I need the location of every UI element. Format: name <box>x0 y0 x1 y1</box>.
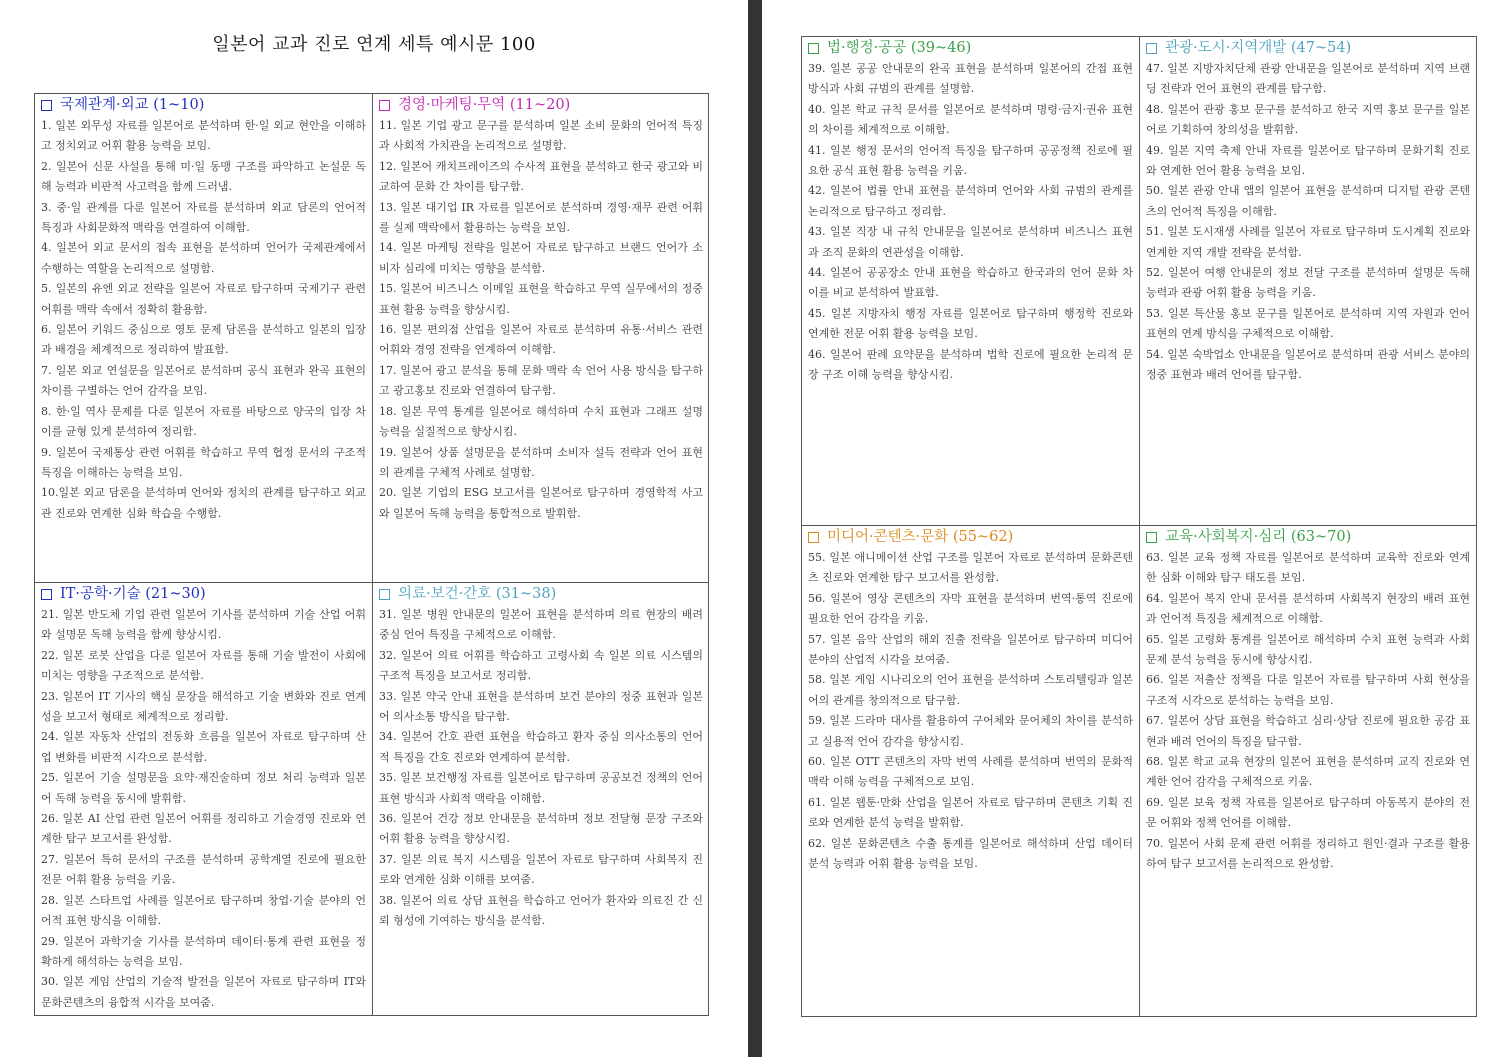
list-item: 10.일본 외교 담론을 분석하며 언어와 정치의 관계를 탐구하고 외교관 진로와 연계한 심화 학습을 수행함. <box>41 486 366 520</box>
list-item: 41. 일본 행정 문서의 언어적 특징을 탐구하며 공공정책 진로에 필요한 공식 표현 활용 능력을 키움. <box>808 143 1133 178</box>
list-item: 20. 일본 기업의 ESG 보고서를 일본어로 탐구하며 경영학적 사고와 일본어 독해 능력을 통합적으로 발휘함. <box>379 486 703 520</box>
list-item: 34. 일본어 간호 관련 표현을 학습하고 환자 중심 의사소통의 언어적 특징을 간호 진로와 연계하여 분석함. <box>379 730 703 764</box>
section-cell <box>1139 37 1476 525</box>
list-item: 11. 일본 기업 광고 문구를 분석하며 일본 소비 문화의 언어적 특징과 사회적 가치관을 논리적으로 설명함. <box>379 119 703 153</box>
section-title: 교육·사회복지·심리 (63~70) <box>1165 529 1352 545</box>
section-items <box>808 59 1133 386</box>
list-item: 36. 일본어 건강 정보 안내문을 분석하며 정보 전달형 문장 구조와 어휘 활용 능력을 향상시킴. <box>379 812 703 846</box>
list-item: 57. 일본 음악 산업의 해외 진출 전략을 일본어로 탐구하며 미디어 분야의 산업적 시각을 보여줌. <box>808 632 1133 667</box>
list-item: 43. 일본 직장 내 규칙 안내문을 일본어로 분석하며 비즈니스 표현과 조직 문화의 연관성을 이해함. <box>808 225 1133 259</box>
list-item: 69. 일본 보육 정책 자료를 일본어로 탐구하며 아동복지 분야의 전문 어휘와 정책 언어를 이해함. <box>1146 795 1470 830</box>
list-item: 60. 일본 OTT 콘텐츠의 자막 번역 사례를 분석하며 번역의 문화적 맥락 이해 능력을 구체적으로 보임. <box>808 755 1133 789</box>
section-cell <box>35 94 372 582</box>
checkbox-square-icon <box>379 589 390 600</box>
section-items <box>41 605 366 1013</box>
section-heading <box>379 584 703 604</box>
list-item: 40. 일본 학교 규칙 문서를 일본어로 분석하며 명령·금지·권유 표현의 차이를 체계적으로 이해함. <box>808 102 1133 137</box>
right-page <box>762 0 1510 1057</box>
list-item: 53. 일본 특산물 홍보 문구를 일본어로 분석하며 지역 자원과 언어 표현의 연계 방식을 구체적으로 이해함. <box>1146 306 1470 341</box>
section-cell <box>372 582 709 1015</box>
section-items <box>379 605 703 932</box>
section-cell <box>35 582 372 1015</box>
list-item: 65. 일본 고령화 통계를 일본어로 해석하며 수치 표현 능력과 사회 문제 분석 능력을 동시에 향상시킴. <box>1146 632 1470 667</box>
list-item: 13. 일본 대기업 IR 자료를 일본어로 분석하며 경영·재무 관련 어휘를 실제 맥락에서 활용하는 능력을 보임. <box>379 200 703 235</box>
list-item: 23. 일본어 IT 기사의 핵심 문장을 해석하고 기술 변화와 진로 연계성을 보고서 형태로 체계적으로 정리함. <box>41 689 366 724</box>
list-item: 61. 일본 웹툰·만화 산업을 일본어 자료로 탐구하며 콘텐츠 기획 진로와 연계한 분석 능력을 발휘함. <box>808 795 1133 830</box>
list-item: 9. 일본어 국제통상 관련 어휘를 학습하고 무역 협정 문서의 구조적 특징을 이해하는 능력을 보임. <box>41 445 366 479</box>
section-heading <box>808 527 1133 547</box>
section-cell <box>802 525 1139 1016</box>
checkbox-square-icon <box>41 100 52 111</box>
section-heading <box>1146 527 1470 547</box>
list-item: 3. 중·일 관계를 다룬 일본어 자료를 분석하며 외교 담론의 언어적 특징과 사회문화적 맥락을 연결하여 이해함. <box>41 200 366 235</box>
list-item: 50. 일본 관광 안내 앱의 일본어 표현을 분석하며 디지털 관광 콘텐츠의 언어적 특징을 이해함. <box>1146 184 1470 218</box>
list-item: 32. 일본어 의료 어휘를 학습하고 고령사회 속 일본 의료 시스템의 구조적 특징을 보고서로 정리함. <box>379 648 703 683</box>
list-item: 27. 일본어 특허 문서의 구조를 분석하며 공학계열 진로에 필요한 전문 어휘 활용 능력을 키움. <box>41 852 366 887</box>
list-item: 42. 일본어 법률 안내 표현을 분석하며 언어와 사회 규범의 관계를 논리적으로 탐구하고 정리함. <box>808 184 1133 218</box>
section-items <box>808 548 1133 875</box>
list-item: 25. 일본어 기술 설명문을 요약·재진술하며 정보 처리 능력과 일본어 독해 능력을 동시에 발휘함. <box>41 771 366 805</box>
list-item: 17. 일본어 광고 분석을 통해 문화 맥락 속 언어 사용 방식을 탐구하고 광고홍보 진로와 연결하여 탐구함. <box>379 363 703 398</box>
checkbox-square-icon <box>808 532 819 543</box>
list-item: 68. 일본 학교 교육 현장의 일본어 표현을 분석하며 교직 진로와 연계한 언어 감각을 구체적으로 키움. <box>1146 755 1470 789</box>
checkbox-square-icon <box>379 100 390 111</box>
list-item: 14. 일본 마케팅 전략을 일본어 자료로 탐구하고 브랜드 언어가 소비자 심리에 미치는 영향을 분석함. <box>379 241 703 275</box>
section-title: 미디어·콘텐츠·문화 (55~62) <box>827 529 1014 545</box>
section-heading <box>808 38 1133 58</box>
section-heading <box>379 95 703 115</box>
list-item: 26. 일본 AI 산업 관련 일본어 어휘를 정리하고 기술경영 진로와 연계한 탐구 보고서를 완성함. <box>41 812 366 846</box>
list-item: 5. 일본의 유엔 외교 전략을 일본어 자료로 탐구하며 국제기구 관련 어휘를 맥락 속에서 정확히 활용함. <box>41 282 366 316</box>
list-item: 51. 일본 도시재생 사례를 일본어 자료로 탐구하며 도시계획 진로와 연계한 지역 개발 전략을 분석함. <box>1146 225 1470 259</box>
section-title: 법·행정·공공 (39~46) <box>827 40 972 56</box>
list-item: 8. 한·일 역사 문제를 다룬 일본어 자료를 바탕으로 양국의 입장 차이를 균형 있게 분석하여 정리함. <box>41 404 366 439</box>
list-item: 59. 일본 드라마 대사를 활용하여 구어체와 문어체의 차이를 분석하고 실용적 언어 감각을 향상시킴. <box>808 714 1133 748</box>
list-item: 45. 일본 지방자치 행정 자료를 일본어로 탐구하며 행정학 진로와 연계한 전문 어휘 활용 능력을 보임. <box>808 306 1133 341</box>
list-item: 48. 일본어 관광 홍보 문구를 분석하고 한국 지역 홍보 문구를 일본어로 기획하여 창의성을 발휘함. <box>1146 102 1470 137</box>
left-page <box>0 0 748 1057</box>
list-item: 15. 일본어 비즈니스 이메일 표현을 학습하고 무역 실무에서의 정중 표현 활용 능력을 향상시킴. <box>379 282 703 316</box>
list-item: 21. 일본 반도체 기업 관련 일본어 기사를 분석하며 기술 산업 어휘와 설명문 독해 능력을 함께 향상시킴. <box>41 608 366 642</box>
list-item: 18. 일본 무역 통계를 일본어로 해석하며 수치 표현과 그래프 설명 능력을 실질적으로 향상시킴. <box>379 404 703 439</box>
section-items <box>1146 548 1470 875</box>
section-heading <box>1146 38 1470 58</box>
list-item: 22. 일본 로봇 산업을 다룬 일본어 자료를 통해 기술 발전이 사회에 미치는 영향을 구조적으로 분석함. <box>41 648 366 683</box>
section-cell <box>802 37 1139 525</box>
list-item: 24. 일본 자동차 산업의 전동화 흐름을 일본어 자료로 탐구하며 산업 변화를 비판적 시각으로 분석함. <box>41 730 366 764</box>
list-item: 29. 일본어 과학기술 기사를 분석하며 데이터·통계 관련 표현을 정확하게 해석하는 능력을 보임. <box>41 934 366 968</box>
section-heading <box>41 95 366 115</box>
list-item: 31. 일본 병원 안내문의 일본어 표현을 분석하며 의료 현장의 배려 중심 언어 특징을 구체적으로 이해함. <box>379 608 703 642</box>
list-item: 66. 일본 저출산 정책을 다룬 일본어 자료를 탐구하며 사회 현상을 구조적 시각으로 분석하는 능력을 보임. <box>1146 673 1470 707</box>
list-item: 70. 일본어 사회 문제 관련 어휘를 정리하고 원인·결과 구조를 활용하여 탐구 보고서를 논리적으로 완성함. <box>1146 836 1470 871</box>
list-item: 30. 일본 게임 산업의 기술적 발전을 일본어 자료로 탐구하며 IT와 문화콘텐츠의 융합적 시각을 보여줌. <box>41 975 366 1009</box>
checkbox-square-icon <box>808 43 819 54</box>
list-item: 62. 일본 문화콘텐츠 수출 통계를 일본어로 해석하며 산업 데이터 분석 능력과 어휘 활용 능력을 보임. <box>808 836 1133 871</box>
list-item: 49. 일본 지역 축제 안내 자료를 일본어로 탐구하며 문화기획 진로와 연계한 언어 활용 능력을 보임. <box>1146 143 1470 178</box>
list-item: 54. 일본 숙박업소 안내문을 일본어로 분석하며 관광 서비스 분야의 정중 표현과 배려 언어를 탐구함. <box>1146 347 1470 382</box>
section-items <box>1146 59 1470 386</box>
list-item: 47. 일본 지방자치단체 관광 안내문을 일본어로 분석하며 지역 브랜딩 전략과 언어 표현의 관계를 탐구함. <box>1146 62 1470 96</box>
list-item: 16. 일본 편의점 산업을 일본어 자료로 분석하며 유통·서비스 관련 어휘와 경영 전략을 연계하여 이해함. <box>379 323 703 357</box>
section-title: 국제관계·외교 (1~10) <box>60 97 205 113</box>
list-item: 1. 일본 외무성 자료를 일본어로 분석하며 한·일 외교 현안을 이해하고 정치외교 어휘 활용 능력을 보임. <box>41 119 366 153</box>
checkbox-square-icon <box>1146 532 1157 543</box>
section-heading <box>41 584 366 604</box>
section-cell <box>372 94 709 582</box>
list-item: 28. 일본 스타트업 사례를 일본어로 탐구하며 창업·기술 분야의 언어적 표현 방식을 이해함. <box>41 893 366 928</box>
list-item: 19. 일본어 상품 설명문을 분석하며 소비자 설득 전략과 언어 표현의 관계를 구체적 사례로 설명함. <box>379 445 703 479</box>
section-title: 관광·도시·지역개발 (47~54) <box>1165 40 1352 56</box>
list-item: 33. 일본 약국 안내 표현을 분석하며 보건 분야의 정중 표현과 일본어 의사소통 방식을 탐구함. <box>379 689 703 724</box>
page-gutter <box>748 0 762 1057</box>
list-item: 2. 일본어 신문 사설을 통해 미·일 동맹 구조를 파악하고 논설문 독해 능력과 비판적 사고력을 함께 드러냄. <box>41 159 366 194</box>
list-item: 6. 일본어 키워드 중심으로 영토 문제 담론을 분석하고 일본의 입장과 배경을 체계적으로 정리하여 발표함. <box>41 323 366 357</box>
section-title: 의료·보건·간호 (31~38) <box>398 586 557 602</box>
right-table <box>801 36 1477 1017</box>
list-item: 64. 일본어 복지 안내 문서를 분석하며 사회복지 현장의 배려 표현과 언어적 특징을 체계적으로 이해함. <box>1146 591 1470 626</box>
list-item: 46. 일본어 판례 요약문을 분석하며 법학 진로에 필요한 논리적 문장 구조 이해 능력을 향상시킴. <box>808 347 1133 382</box>
list-item: 35. 일본 보건행정 자료를 일본어로 탐구하며 공공보건 정책의 언어 표현 방식과 사회적 맥락을 이해함. <box>379 771 703 805</box>
document-title: 일본어 교과 진로 연계 세특 예시문 100 <box>212 34 536 55</box>
checkbox-square-icon <box>41 589 52 600</box>
checkbox-square-icon <box>1146 43 1157 54</box>
section-cell <box>1139 525 1476 1016</box>
list-item: 38. 일본어 의료 상담 표현을 학습하고 언어가 환자와 의료진 간 신뢰 형성에 기여하는 방식을 분석함. <box>379 893 703 928</box>
list-item: 7. 일본 외교 연설문을 일본어로 분석하며 공식 표현과 완곡 표현의 차이를 구별하는 언어 감각을 보임. <box>41 363 366 398</box>
section-title: 경영·마케팅·무역 (11~20) <box>398 97 571 113</box>
list-item: 39. 일본 공공 안내문의 완곡 표현을 분석하며 일본어의 간접 표현 방식과 사회 규범의 관계를 설명함. <box>808 62 1133 96</box>
list-item: 12. 일본어 캐치프레이즈의 수사적 표현을 분석하고 한국 광고와 비교하여 문화 간 차이를 탐구함. <box>379 159 703 194</box>
list-item: 63. 일본 교육 정책 자료를 일본어로 분석하며 교육학 진로와 연계한 심화 이해와 탐구 태도를 보임. <box>1146 551 1470 585</box>
list-item: 37. 일본 의료 복지 시스템을 일본어 자료로 탐구하며 사회복지 진로와 연계한 심화 이해를 보여줌. <box>379 852 703 887</box>
left-table <box>34 93 709 1016</box>
list-item: 67. 일본어 상담 표현을 학습하고 심리·상담 진로에 필요한 공감 표현과 배려 언어의 특징을 탐구함. <box>1146 714 1470 748</box>
section-items <box>41 116 366 524</box>
list-item: 55. 일본 애니메이션 산업 구조를 일본어 자료로 분석하며 문화콘텐츠 진로와 연계한 탐구 보고서를 완성함. <box>808 551 1133 585</box>
list-item: 56. 일본어 영상 콘텐츠의 자막 표현을 분석하며 번역·통역 진로에 필요한 언어 감각을 키움. <box>808 591 1133 626</box>
section-title: IT·공학·기술 (21~30) <box>60 586 206 602</box>
list-item: 58. 일본 게임 시나리오의 언어 표현을 분석하며 스토리텔링과 일본어의 관계를 창의적으로 탐구함. <box>808 673 1133 707</box>
list-item: 4. 일본어 외교 문서의 접속 표현을 분석하며 언어가 국제관계에서 수행하는 역할을 논리적으로 설명함. <box>41 241 366 275</box>
list-item: 52. 일본어 여행 안내문의 정보 전달 구조를 분석하며 설명문 독해 능력과 관광 어휘 활용 능력을 키움. <box>1146 266 1470 300</box>
section-items <box>379 116 703 524</box>
list-item: 44. 일본어 공공장소 안내 표현을 학습하고 한국과의 언어 문화 차이를 비교 분석하여 발표함. <box>808 266 1133 300</box>
